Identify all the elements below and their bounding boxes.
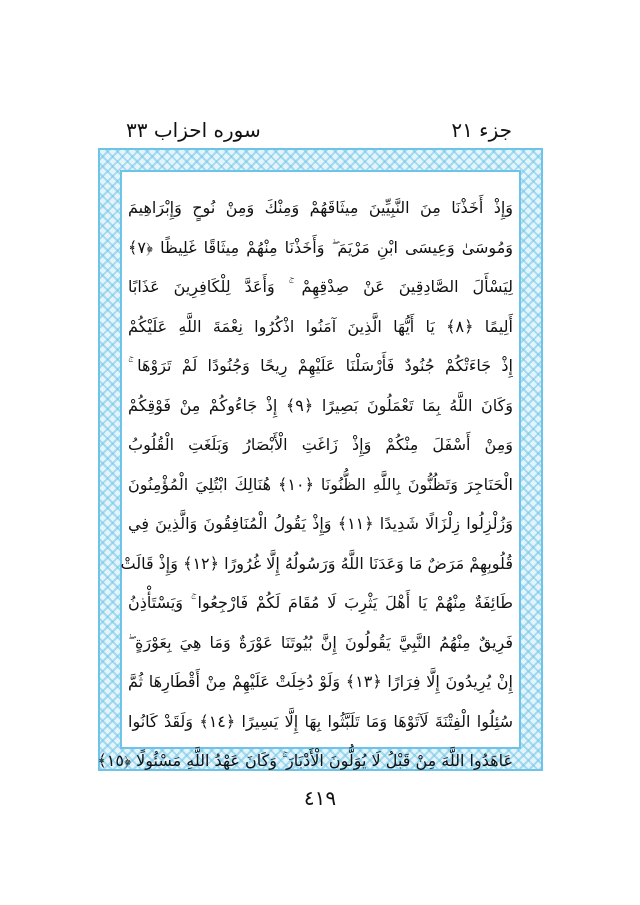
page-header (120, 118, 520, 148)
verse-line: وَزُلْزِلُوا زِلْزَالًا شَدِيدًا ﴿١١﴾ وَإِذْ يَقُولُ الْمُنَافِقُونَ وَالَّذِينَ فِي (128, 514, 513, 533)
verse-line: إِنْ يُرِيدُونَ إِلَّا فِرَارًا ﴿١٣﴾ وَلَوْ دُخِلَتْ عَلَيْهِمْ مِنْ أَقْطَارِهَا ثُمَّ (128, 672, 513, 691)
verse-line: وَمُوسَىٰ وَعِيسَى ابْنِ مَرْيَمَ ۖ وَأَخَذْنَا مِنْهُمْ مِيثَاقًا غَلِيظًا ﴿٧﴾ (128, 237, 513, 257)
page-number: ٤١٩ (303, 786, 337, 810)
verse-line: فَرِيقٌ مِنْهُمُ النَّبِيَّ يَقُولُونَ إِنَّ بُيُوتَنَا عَوْرَةٌ وَمَا هِيَ بِعَوْرَةٍ ۖ (128, 632, 513, 652)
verse-line: وَإِذْ أَخَذْنَا مِنَ النَّبِيِّينَ مِيثَاقَهُمْ وَمِنْكَ وَمِنْ نُوحٍ وَإِبْرَاهِيمَ (128, 198, 513, 217)
verse-line: الْحَنَاجِرَ وَتَظُنُّونَ بِاللَّهِ الظُّنُونَا ﴿١٠﴾ هُنَالِكَ ابْتُلِيَ الْمُؤْمِنُونَ (128, 474, 513, 494)
verse-line: وَكَانَ اللَّهُ بِمَا تَعْمَلُونَ بَصِيرًا ﴿٩﴾ إِذْ جَاءُوكُمْ مِنْ فَوْقِكُمْ (128, 395, 513, 415)
ornamental-border (98, 148, 543, 771)
juz-label: جزء ٢١ (451, 118, 512, 142)
verse-line: أَلِيمًا ﴿٨﴾ يَا أَيُّهَا الَّذِينَ آمَنُوا اذْكُرُوا نِعْمَةَ اللَّهِ عَلَيْكُمْ (128, 316, 513, 336)
verse-line: وَمِنْ أَسْفَلَ مِنْكُمْ وَإِذْ زَاغَتِ الْأَبْصَارُ وَبَلَغَتِ الْقُلُوبُ (128, 435, 513, 454)
verse-line: سُئِلُوا الْفِتْنَةَ لَآتَوْهَا وَمَا تَلَبَّثُوا بِهَا إِلَّا يَسِيرًا ﴿١٤﴾ وَلَقَدْ كَانُوا (128, 711, 514, 731)
text-panel (97, 170, 521, 770)
verse-text (97, 188, 514, 781)
verse-line: قُلُوبِهِمْ مَرَضٌ مَا وَعَدَنَا اللَّهُ وَرَسُولُهُ إِلَّا غُرُورًا ﴿١٢﴾ وَإِذْ قَالَتْ (120, 553, 513, 573)
verse-line: طَائِفَةٌ مِنْهُمْ يَا أَهْلَ يَثْرِبَ لَا مُقَامَ لَكُمْ فَارْجِعُوا ۚ وَيَسْتَأْذِنُ (128, 593, 513, 612)
verse-line: إِذْ جَاءَتْكُمْ جُنُودٌ فَأَرْسَلْنَا عَلَيْهِمْ رِيحًا وَجُنُودًا لَمْ تَرَوْهَا ۚ (128, 356, 513, 375)
verse-line: لِيَسْأَلَ الصَّادِقِينَ عَنْ صِدْقِهِمْ ۚ وَأَعَدَّ لِلْكَافِرِينَ عَذَابًا (128, 277, 513, 296)
surah-label: سوره احزاب ٣٣ (126, 118, 261, 142)
verse-line: عَاهَدُوا اللَّهَ مِنْ قَبْلُ لَا يُوَلُّونَ الْأَدْبَارَ ۚ وَكَانَ عَهْدُ اللَّهِ مَسْئُولًا ﴿١٥﴾ (97, 751, 513, 770)
